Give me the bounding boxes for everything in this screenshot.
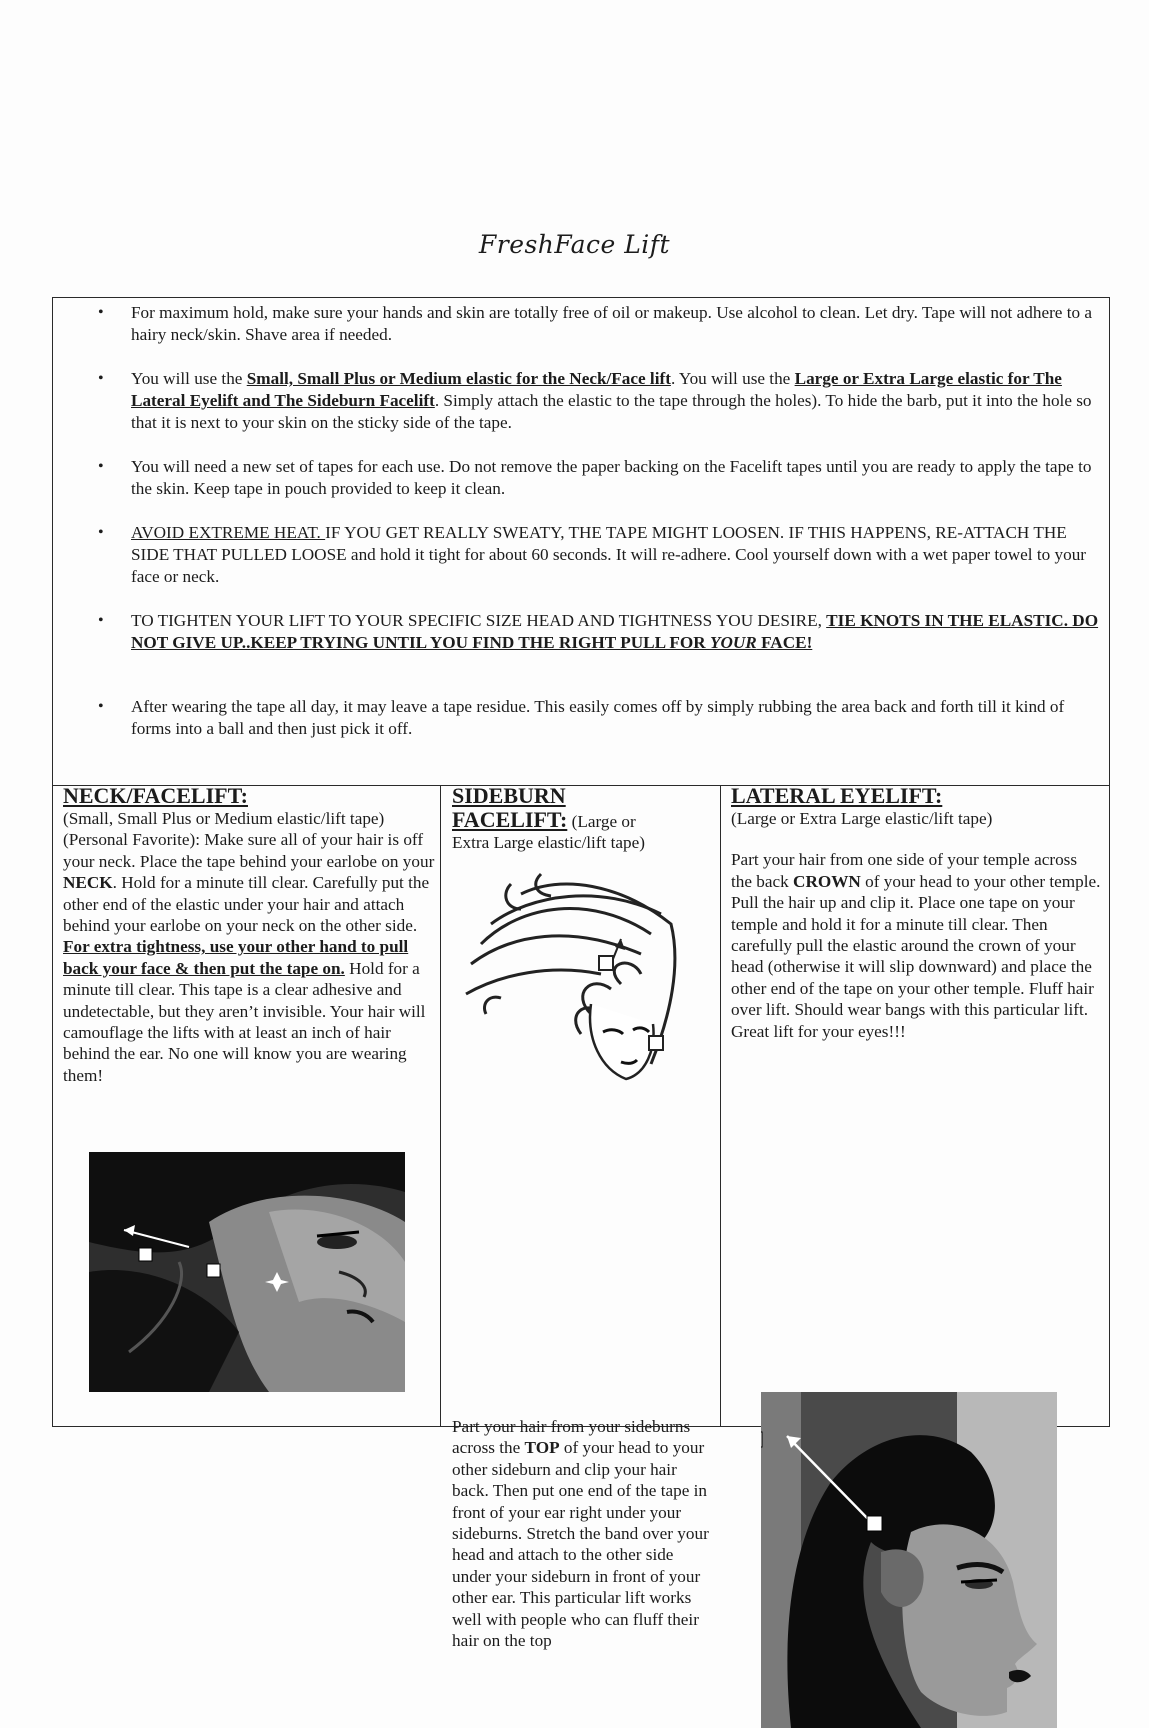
neck-text: . Hold for a minute till clear. Carefully put the other end of the elastic under your hair and attach behind your earlobe on your neck on the other side. (63, 873, 430, 936)
neck-body (63, 808, 435, 1086)
neck-bold: NECK (63, 873, 113, 893)
tip-clean-skin (131, 302, 1099, 346)
lateral-lift-image (761, 1392, 1057, 1728)
lateral-body (731, 849, 1101, 1042)
tip-tighten (131, 610, 1099, 654)
neck-emphasis: For extra tightness, use your other hand to pull back your face & then put the tape on. (63, 937, 409, 978)
tip-text: For maximum hold, make sure your hands and skin are totally free of oil or makeup. Use alcohol to clean. Let dry. Tape will not adhere to a hairy neck/skin. Shave area if needed. (131, 303, 1093, 344)
instructions-box (52, 297, 1110, 1651)
tip-emphasis: Small, Small Plus or Medium elastic for the Neck/Face lift (246, 369, 671, 388)
tips-section (53, 298, 1109, 786)
tip-emphasis: AVOID EXTREME HEAT. (131, 523, 326, 542)
tip-emphasis: TIE KNOTS IN THE ELASTIC. DO NOT GIVE UP..KEEP TRYING UNTIL YOU FIND THE RIGHT PULL FOR (131, 611, 1099, 652)
tip-text: You will use the (131, 369, 247, 388)
lateral-bold: CROWN (793, 871, 861, 891)
tip-emphasis: FACE! (756, 633, 813, 652)
sideburn-sizes-2: Extra Large elastic/lift tape) (452, 833, 645, 853)
sideburn-body (452, 1416, 714, 1651)
sideburn-bold: TOP (524, 1438, 560, 1458)
page-title: FreshFace Lift (478, 230, 671, 259)
sideburn-heading: SIDEBURN (452, 783, 566, 808)
sideburn-facelift-column (441, 783, 721, 1651)
neck-heading: NECK/FACELIFT: (63, 783, 248, 808)
neck-lift-illustration (89, 1152, 405, 1392)
neck-text: (Personal Favorite): Make sure all of your hair is off your neck. Place the tape behind your earlobe on your (63, 830, 435, 871)
tip-residue (131, 696, 1099, 740)
tip-text: IF YOU GET REALLY SWEATY, THE TAPE MIGHT LOOSEN. IF THIS HAPPENS, RE-ATTACH THE SIDE THAT PULLED LOOSE and hold it tight for about 60 seconds. It will re-adhere. Cool yourself down with a wet paper towel to your face or neck. (131, 523, 1087, 586)
lateral-eyelift-column (721, 783, 1109, 1426)
neck-lift-image (89, 1152, 405, 1392)
lateral-text: of your head to your other temple. Pull the hair up and clip it. Place one tape on your temple and hold it for a minute till clear. Then carefully pull the elastic around the crown of your head (otherwise it will slip downward) and place the other end of the tape on your other temple. Fluff hair over lift. Should wear bangs with this particular lift. Great lift for your eyes!!! (731, 871, 1101, 1041)
sideburn-sizes: (Large or (567, 812, 636, 831)
tip-new-tapes (131, 456, 1099, 500)
sideburn-lift-image (461, 864, 696, 1094)
tip-text: You will need a new set of tapes for each use. Do not remove the paper backing on the Facelift tapes until you are ready to apply the tape to the skin. Keep tape in pouch provided to keep it clean. (131, 457, 1092, 498)
tip-elastic-sizes (131, 368, 1099, 434)
tip-text: After wearing the tape all day, it may leave a tape residue. This easily comes off by simply rubbing the area back and forth till it kind of forms into a ball and then just pick it off. (131, 697, 1065, 738)
neck-facelift-column (53, 783, 441, 1426)
tip-text: . Simply attach the elastic to the tape through the holes). To hide the barb, put it into the hole so that it is next to your skin on the sticky side of the tape. (131, 391, 1092, 432)
lateral-sizes: (Large or Extra Large elastic/lift tape) (731, 809, 993, 828)
tip-emphasis: YOUR (709, 633, 757, 652)
sideburn-text: of your head to your other sideburn and clip your hair back. Then put one end of the tape in front of your ear right under your sideburns. Stretch the band over your head and attach to the other side under your sideburn in front of your other ear. This particular lift works well with people who can fluff their hair on the top (452, 1438, 709, 1651)
neck-sizes: (Small, Small Plus or Medium elastic/lift tape) (63, 809, 385, 828)
sideburn-header-block (452, 784, 714, 854)
lateral-lift-illustration (761, 1392, 1057, 1728)
sideburn-text: Part your hair from your sideburns across the (452, 1417, 691, 1458)
tip-emphasis: Large or Extra Large elastic for The Lateral Eyelift and The Sideburn Facelift (131, 369, 1062, 410)
neck-text: Hold for a minute till clear. This tape is a clear adhesive and undetectable, but they aren’t invisible. Your hair will camouflage the lifts with at least an inch of hair behind the ear. No one will know you are wearing them! (63, 958, 426, 1085)
lateral-heading: LATERAL EYELIFT: (731, 783, 943, 808)
tip-text: . You will use the (670, 369, 795, 388)
lateral-text: Part your hair from one side of your temple across the back (731, 850, 1078, 891)
sideburn-heading-2: FACELIFT: (452, 807, 568, 832)
lateral-text-block (731, 784, 1101, 1042)
tip-text: TO TIGHTEN YOUR LIFT TO YOUR SPECIFIC SIZE HEAD AND TIGHTNESS YOU DESIRE, (131, 611, 827, 630)
neck-text-block (63, 784, 435, 1086)
tip-avoid-heat (131, 522, 1099, 588)
sideburn-lift-illustration (461, 864, 696, 1094)
